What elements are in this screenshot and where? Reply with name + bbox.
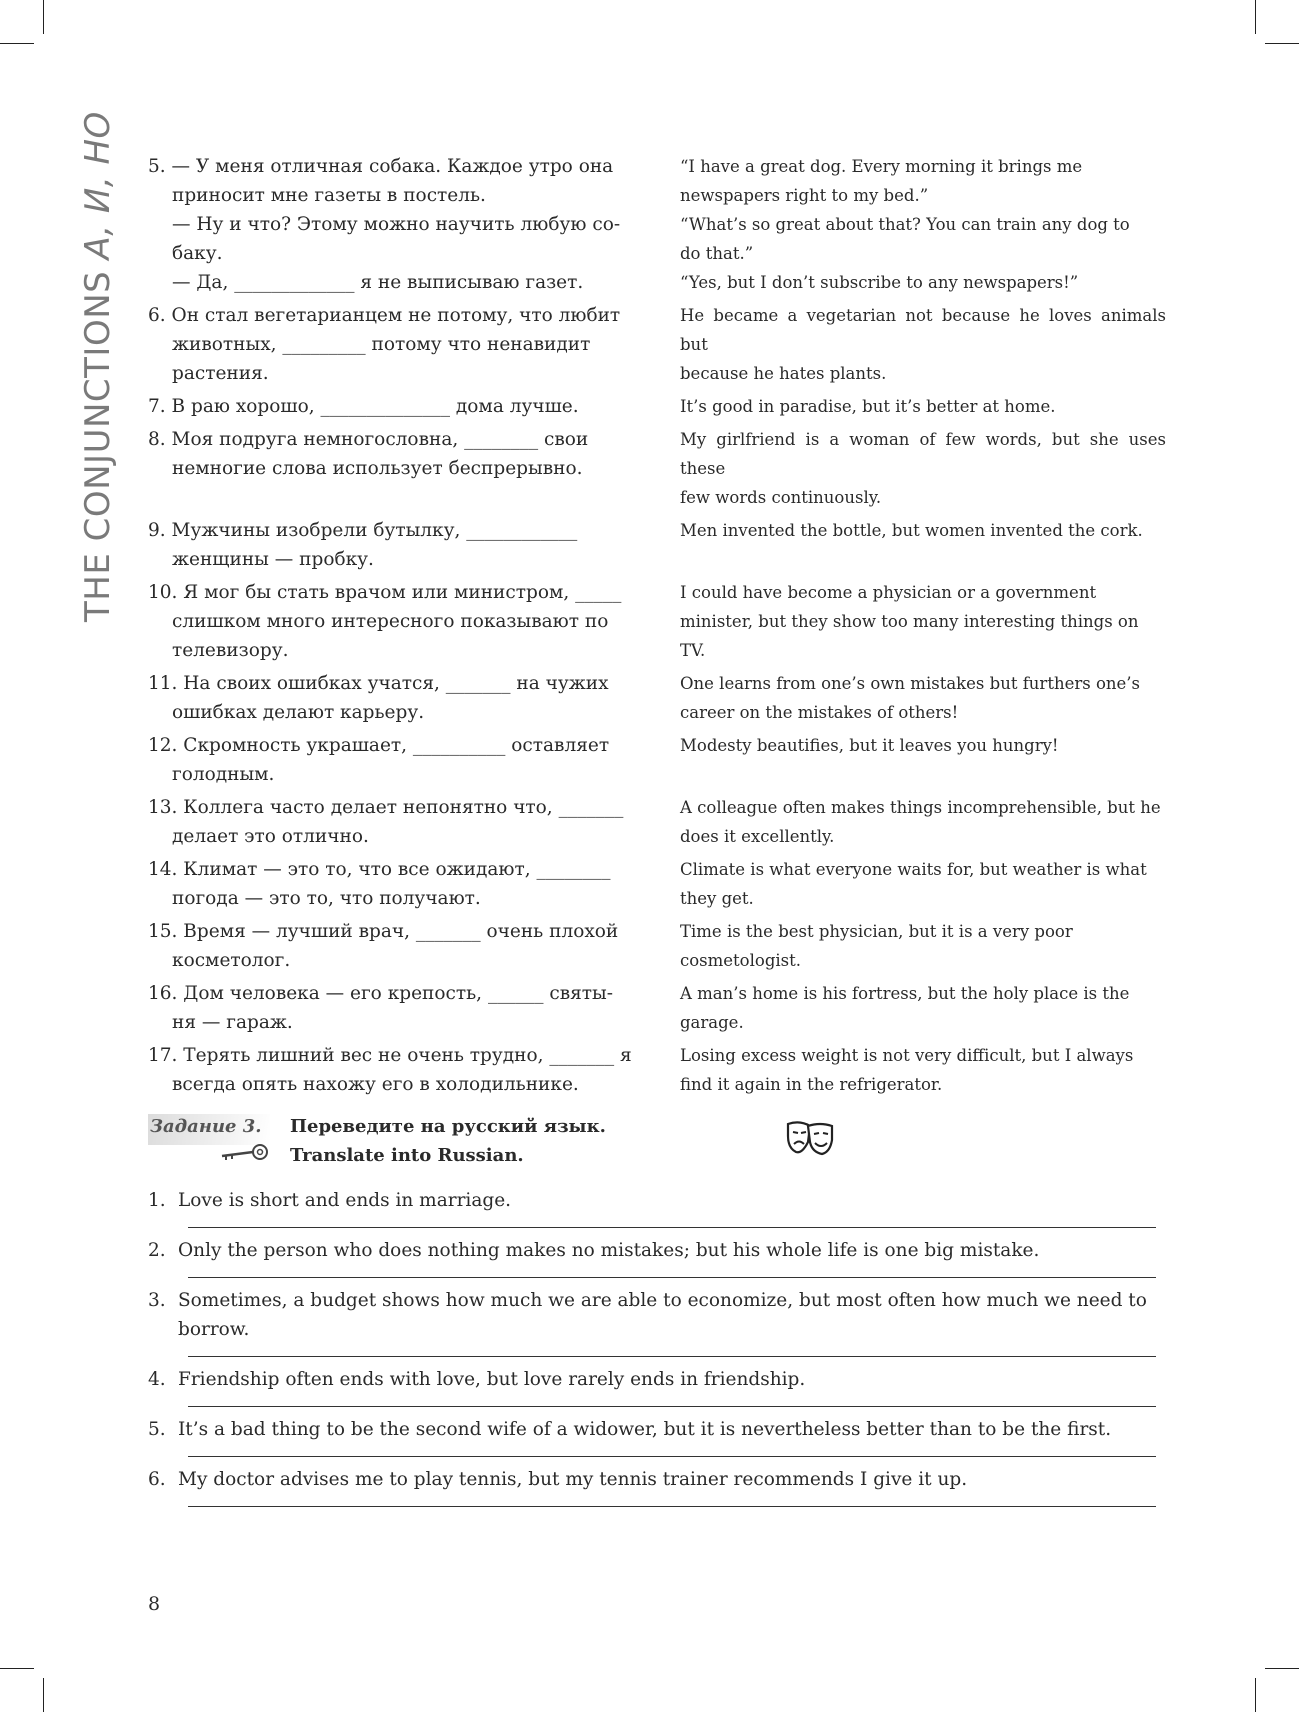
answer-line[interactable]	[188, 1227, 1156, 1228]
sentence-pair	[148, 669, 1166, 727]
english-line: My girlfriend is a woman of few words, but she uses these	[680, 430, 1166, 478]
russian-sentence	[148, 917, 640, 975]
exercise-sentence: Only the person who does nothing makes no mistakes; but his whole life is one big mistake.	[178, 1240, 1040, 1261]
exercise-number: 5.	[148, 1419, 166, 1440]
russian-line: женщины — пробку.	[172, 549, 374, 570]
english-translation	[680, 152, 1166, 297]
english-translation	[680, 392, 1166, 421]
english-translation	[680, 425, 1166, 512]
english-line: garage.	[680, 1013, 744, 1032]
russian-sentence	[148, 979, 640, 1037]
task-3-header	[148, 1112, 1166, 1172]
russian-line: 15. Время — лучший врач, _______ очень плохой	[148, 921, 619, 942]
english-line: One learns from one’s own mistakes but furthers one’s	[680, 674, 1140, 693]
english-translation	[680, 979, 1166, 1037]
english-line: few words continuously.	[680, 488, 882, 507]
english-translation	[680, 793, 1166, 851]
exercise-number: 4.	[148, 1369, 166, 1390]
instruction-ru: Переведите на русский язык.	[290, 1116, 606, 1137]
russian-line: 17. Терять лишний вес не очень трудно, _______ я	[148, 1045, 632, 1066]
russian-line: погода — это то, что получают.	[172, 888, 481, 909]
crop-mark	[1265, 1668, 1299, 1669]
russian-line: немногие слова использует беспрерывно.	[172, 458, 583, 479]
answer-line[interactable]	[188, 1456, 1156, 1457]
russian-line: косметолог.	[172, 950, 291, 971]
english-line: Modesty beautifies, but it leaves you hungry!	[680, 736, 1059, 755]
exercise-sentence: It’s a bad thing to be the second wife of a widower, but it is nevertheless better than to be the first.	[178, 1419, 1112, 1440]
english-line: He became a vegetarian not because he loves animals but	[680, 306, 1166, 354]
english-translation	[680, 917, 1166, 975]
english-line: find it again in the refrigerator.	[680, 1075, 943, 1094]
exercise-sentence: Friendship often ends with love, but love rarely ends in friendship.	[178, 1369, 806, 1390]
exercise-3-list	[148, 1186, 1166, 1515]
russian-line: — Ну и что? Этому можно научить любую со-	[172, 214, 621, 235]
theatre-masks-icon	[784, 1118, 836, 1158]
english-line: “I have a great dog. Every morning it brings me	[680, 157, 1083, 176]
instruction-en: Translate into Russian.	[290, 1145, 524, 1166]
task-label: Задание 3.	[148, 1114, 270, 1145]
russian-line: 10. Я мог бы стать врачом или министром, _____	[148, 582, 622, 603]
english-line: A colleague often makes things incomprehensible, but he	[680, 798, 1161, 817]
sentence-pair	[148, 855, 1166, 913]
english-line: Men invented the bottle, but women invented the cork.	[680, 521, 1143, 540]
russian-line: ня — гараж.	[172, 1012, 293, 1033]
russian-line: всегда опять нахожу его в холодильнике.	[172, 1074, 579, 1095]
sentence-pair	[148, 516, 1166, 574]
russian-line: слишком много интересного показывают по	[172, 611, 609, 632]
english-line: “Yes, but I don’t subscribe to any newspapers!”	[680, 273, 1079, 292]
exercise-number: 6.	[148, 1469, 166, 1490]
answer-line[interactable]	[188, 1506, 1156, 1507]
english-translation	[680, 516, 1166, 574]
english-translation	[680, 578, 1166, 665]
exercise-2-table	[148, 152, 1166, 1103]
answer-line[interactable]	[188, 1356, 1156, 1357]
sentence-pair	[148, 425, 1166, 512]
exercise-sentence: My doctor advises me to play tennis, but my tennis trainer recommends I give it up.	[178, 1469, 968, 1490]
russian-sentence	[148, 1041, 640, 1099]
exercise-number: 2.	[148, 1240, 166, 1261]
exercise-item	[148, 1186, 1166, 1228]
russian-line: 14. Климат — это то, что все ожидают, ________	[148, 859, 611, 880]
russian-line: ошибках делают карьеру.	[172, 702, 425, 723]
english-line: A man’s home is his fortress, but the holy place is the	[680, 984, 1130, 1003]
exercise-number: 3.	[148, 1290, 166, 1311]
running-title: THE CONJUNCTIONS А, И, НО	[78, 111, 118, 622]
answer-line[interactable]	[188, 1406, 1156, 1407]
english-line: I could have become a physician or a government	[680, 583, 1097, 602]
exercise-item	[148, 1415, 1166, 1457]
russian-line: 11. На своих ошибках учатся, _______ на чужих	[148, 673, 609, 694]
english-line: they get.	[680, 889, 754, 908]
exercise-item	[148, 1465, 1166, 1507]
english-line: does it excellently.	[680, 827, 835, 846]
crop-mark	[1255, 1678, 1256, 1712]
english-line: It’s good in paradise, but it’s better at home.	[680, 397, 1056, 416]
crop-mark	[1265, 43, 1299, 44]
russian-sentence	[148, 669, 640, 727]
russian-line: приносит мне газеты в постель.	[172, 185, 486, 206]
exercise-item	[148, 1286, 1166, 1357]
sentence-pair	[148, 301, 1166, 388]
exercise-number: 1.	[148, 1190, 166, 1211]
english-line: “What’s so great about that? You can train any dog to	[680, 215, 1130, 234]
english-translation	[680, 855, 1166, 913]
english-line: Losing excess weight is not very difficult, but I always	[680, 1046, 1134, 1065]
russian-sentence	[148, 793, 640, 851]
sentence-pair	[148, 392, 1166, 421]
sentence-pair	[148, 979, 1166, 1037]
russian-line: 8. Моя подруга немногословна, ________ свои	[148, 429, 589, 450]
sentence-pair	[148, 917, 1166, 975]
english-translation	[680, 301, 1166, 388]
english-line: newspapers right to my bed.”	[680, 186, 929, 205]
russian-sentence	[148, 425, 640, 512]
crop-mark	[43, 0, 44, 34]
russian-line: растения.	[172, 363, 269, 384]
english-line: minister, but they show too many interesting things on	[680, 612, 1139, 631]
sentence-pair	[148, 152, 1166, 297]
crop-mark	[0, 43, 34, 44]
exercise-item	[148, 1365, 1166, 1407]
russian-sentence	[148, 731, 640, 789]
sentence-pair	[148, 731, 1166, 789]
russian-sentence	[148, 301, 640, 388]
russian-line: делает это отлично.	[172, 826, 369, 847]
russian-line: баку.	[172, 243, 223, 264]
english-line: Climate is what everyone waits for, but weather is what	[680, 860, 1147, 879]
english-line: do that.”	[680, 244, 754, 263]
task-instructions	[290, 1112, 606, 1170]
russian-sentence	[148, 152, 640, 297]
russian-line: животных, _________ потому что ненавидит	[172, 334, 591, 355]
russian-line: 7. В раю хорошо, ______________ дома лучше.	[148, 396, 579, 417]
russian-line: 16. Дом человека — его крепость, ______ святы-	[148, 983, 613, 1004]
crop-mark	[0, 1668, 34, 1669]
russian-sentence	[148, 392, 640, 421]
exercise-item	[148, 1236, 1166, 1278]
sentence-pair	[148, 1041, 1166, 1099]
answer-line[interactable]	[188, 1277, 1156, 1278]
exercise-sentence: Love is short and ends in marriage.	[178, 1190, 512, 1211]
russian-line: голодным.	[172, 764, 275, 785]
english-line: TV.	[680, 641, 706, 660]
russian-sentence	[148, 578, 640, 665]
sentence-pair	[148, 793, 1166, 851]
russian-line: 5. — У меня отличная собака. Каждое утро она	[148, 156, 614, 177]
russian-sentence	[148, 855, 640, 913]
russian-line: 9. Мужчины изобрели бутылку, ____________	[148, 520, 578, 541]
english-line: because he hates plants.	[680, 364, 887, 383]
crop-mark	[43, 1678, 44, 1712]
russian-line: — Да, _____________ я не выписываю газет.	[172, 272, 584, 293]
key-icon	[218, 1142, 270, 1162]
russian-line: телевизору.	[172, 640, 289, 661]
sentence-pair	[148, 578, 1166, 665]
russian-line: 12. Скромность украшает, __________ оставляет	[148, 735, 610, 756]
english-translation	[680, 731, 1166, 789]
page-number: 8	[148, 1593, 161, 1615]
english-line: cosmetologist.	[680, 951, 802, 970]
english-translation	[680, 669, 1166, 727]
english-line: career on the mistakes of others!	[680, 703, 959, 722]
english-line: Time is the best physician, but it is a very poor	[680, 922, 1073, 941]
exercise-sentence: Sometimes, a budget shows how much we are able to economize, but most often how much we need to borrow.	[178, 1290, 1147, 1340]
russian-sentence	[148, 516, 640, 574]
english-translation	[680, 1041, 1166, 1099]
russian-line: 6. Он стал вегетарианцем не потому, что любит	[148, 305, 621, 326]
russian-line: 13. Коллега часто делает непонятно что, _______	[148, 797, 624, 818]
crop-mark	[1255, 0, 1256, 34]
